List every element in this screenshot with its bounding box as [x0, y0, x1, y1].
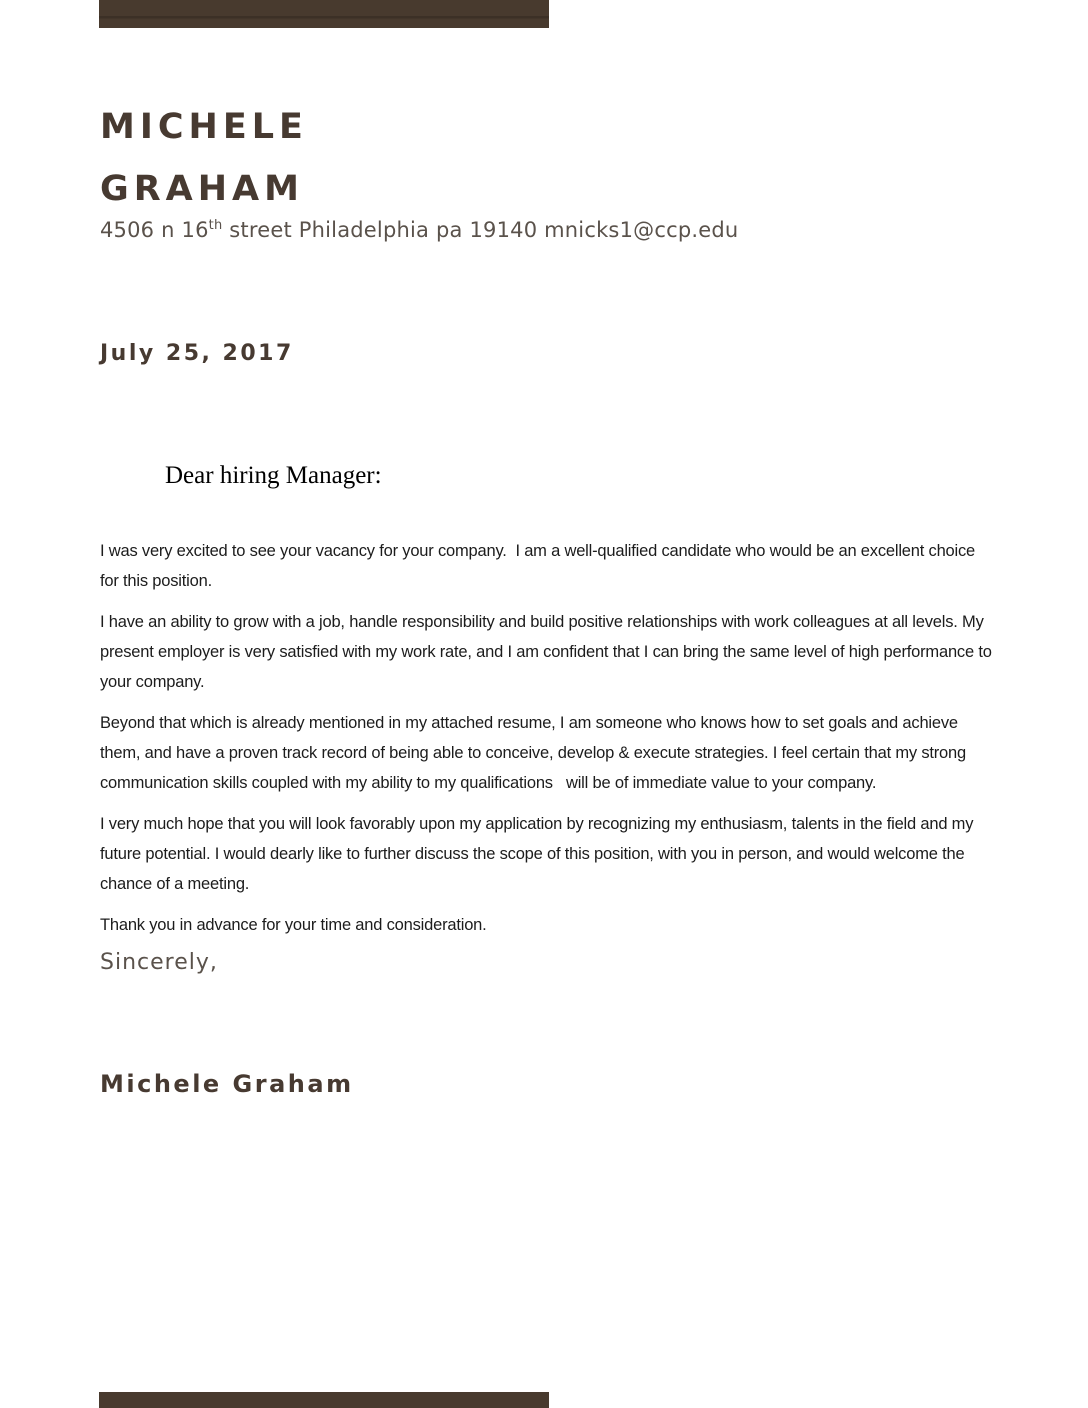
- closing-text: Sincerely,: [100, 950, 218, 975]
- first-name-text: MICHELE: [100, 107, 308, 147]
- address-city-email-text: street Philadelphia pa 19140 mnicks1@ccp.edu: [222, 218, 739, 242]
- address-line: [100, 218, 738, 242]
- letter-paragraph: Beyond that which is already mentioned in my attached resume, I am someone who knows how to set goals and achieve them, and have a proven track record of being able to conceive, develop & execute strategies. I feel certain that my strong communication skills coupled with my ability to my qualifications will be of immediate value to your company.: [100, 714, 971, 792]
- letter-paragraph: Thank you in advance for your time and consideration.: [100, 916, 487, 934]
- signature-name: Michele Graham: [100, 1070, 354, 1098]
- address-ordinal-superscript: th: [208, 218, 223, 233]
- letter-paragraph: I was very excited to see your vacancy for your company. I am a well-qualified candidate who would be an excellent choice for this position.: [100, 542, 980, 590]
- name-heading: [100, 96, 308, 220]
- top-accent-bar: [99, 0, 549, 28]
- last-name-text: GRAHAM: [100, 169, 304, 209]
- date-text: July 25, 2017: [100, 341, 294, 366]
- salutation-text: Dear hiring Manager:: [165, 462, 382, 489]
- letter-body: [100, 536, 997, 951]
- letter-paragraph: I very much hope that you will look favorably upon my application by recognizing my enthusiasm, talents in the field and my future potential. I would dearly like to further discuss the scope of this position, with you in person, and would welcome the chance of a meeting.: [100, 815, 978, 893]
- bottom-accent-bar: [99, 1392, 549, 1408]
- address-street-text: 4506 n 16: [100, 218, 209, 242]
- letter-paragraph: I have an ability to grow with a job, handle responsibility and build positive relationships with work colleagues at all levels. My present employer is very satisfied with my work rate, and I am confident that I can bring the same level of high performance to your company.: [100, 613, 997, 691]
